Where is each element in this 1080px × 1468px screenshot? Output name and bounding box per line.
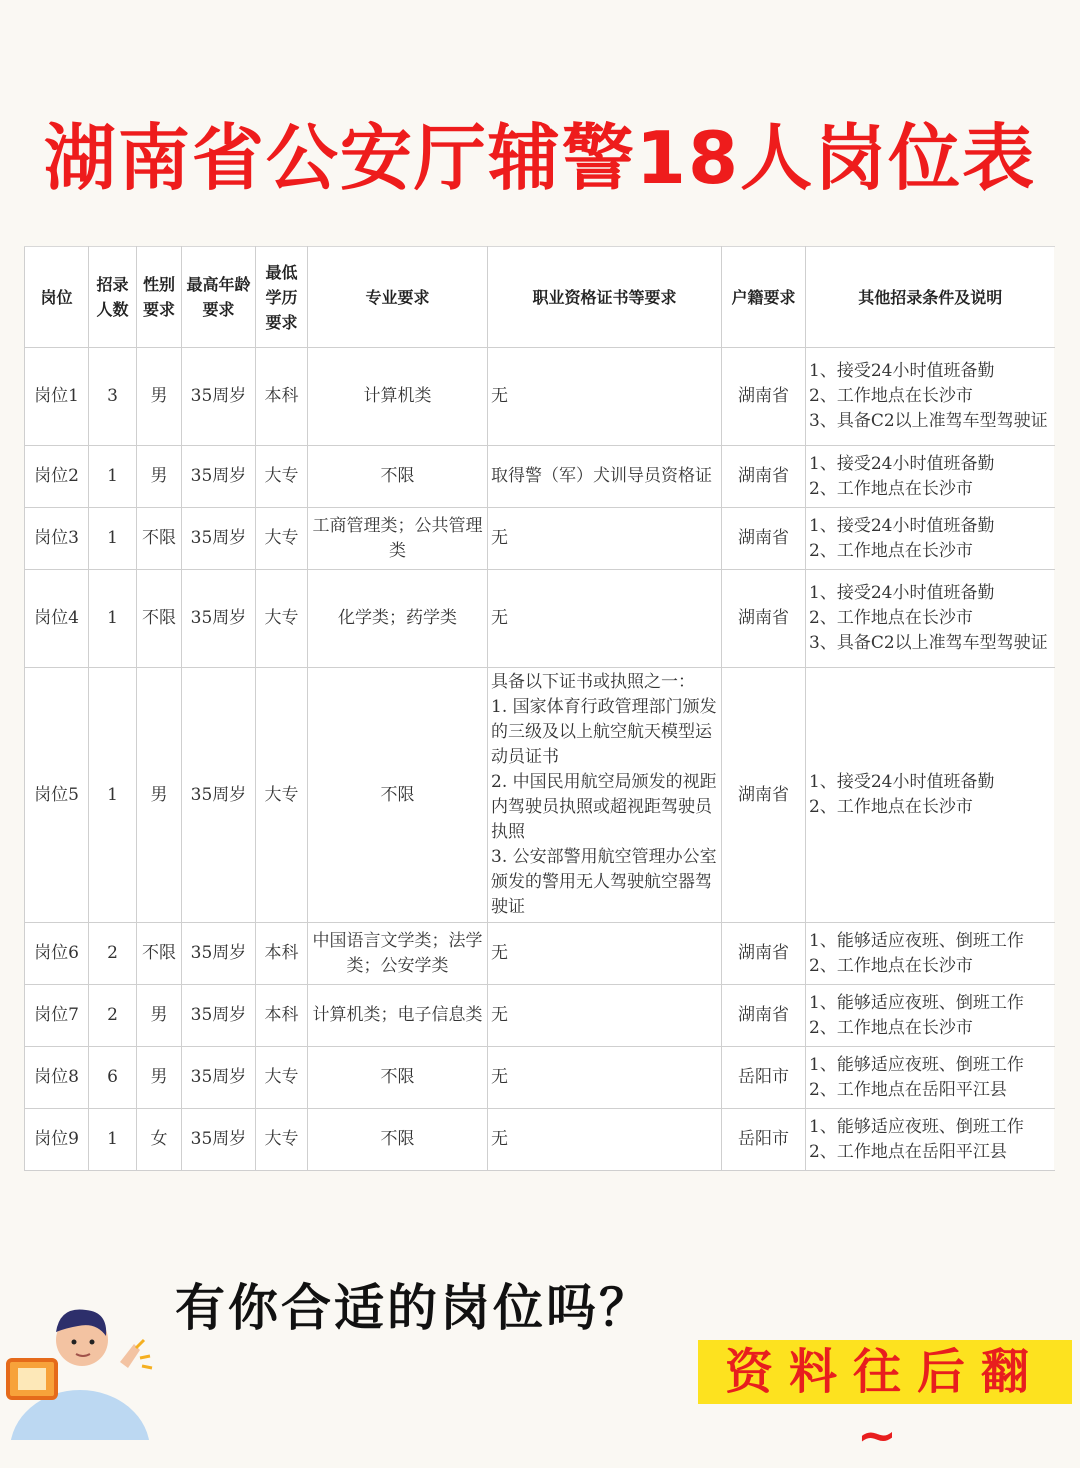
cell-hukou: 湖南省	[722, 446, 806, 508]
cell-other: 1、接受24小时值班备勤 2、工作地点在长沙市 3、具备C2以上准驾车型驾驶证	[806, 348, 1055, 446]
cell-gender: 不限	[137, 570, 182, 668]
cell-hukou: 湖南省	[722, 508, 806, 570]
cell-num: 1	[89, 570, 137, 668]
cell-major: 不限	[308, 668, 488, 923]
column-header: 最高年龄要求	[182, 247, 256, 348]
cell-age: 35周岁	[182, 446, 256, 508]
cell-other: 1、能够适应夜班、倒班工作 2、工作地点在岳阳平江县	[806, 1109, 1055, 1171]
cell-gender: 男	[137, 1047, 182, 1109]
cell-gender: 男	[137, 985, 182, 1047]
cell-post: 岗位5	[25, 668, 89, 923]
next-page-badge: 资料往后翻~	[698, 1340, 1072, 1404]
cell-major: 化学类；药学类	[308, 570, 488, 668]
cell-hukou: 湖南省	[722, 668, 806, 923]
cell-edu: 本科	[256, 923, 308, 985]
cell-other: 1、能够适应夜班、倒班工作 2、工作地点在岳阳平江县	[806, 1047, 1055, 1109]
footer-question: 有你合适的岗位吗？	[175, 1279, 652, 1337]
table-row	[25, 446, 1055, 508]
column-header: 招录人数	[89, 247, 137, 348]
cell-major: 中国语言文学类；法学类；公安学类	[308, 923, 488, 985]
cell-gender: 女	[137, 1109, 182, 1171]
column-header: 最低学历要求	[256, 247, 308, 348]
cell-other: 1、接受24小时值班备勤 2、工作地点在长沙市 3、具备C2以上准驾车型驾驶证	[806, 570, 1055, 668]
table-row	[25, 348, 1055, 446]
cell-hukou: 湖南省	[722, 348, 806, 446]
cell-edu: 本科	[256, 348, 308, 446]
table-row	[25, 1047, 1055, 1109]
cell-other: 1、接受24小时值班备勤 2、工作地点在长沙市	[806, 508, 1055, 570]
cell-num: 1	[89, 1109, 137, 1171]
cell-major: 不限	[308, 446, 488, 508]
cell-num: 2	[89, 923, 137, 985]
table-row	[25, 923, 1055, 985]
cell-cert: 具备以下证书或执照之一： 1. 国家体育行政管理部门颁发的三级及以上航空航天模型运动员证书 2. 中国民用航空局颁发的视距内驾驶员执照或超视距驾驶员执照 3. 公安部警用航空管理办公室颁发的警用无人驾驶航空器驾驶证	[488, 668, 722, 923]
cell-post: 岗位6	[25, 923, 89, 985]
cell-num: 3	[89, 348, 137, 446]
cell-gender: 男	[137, 668, 182, 923]
cell-edu: 大专	[256, 668, 308, 923]
column-header: 其他招录条件及说明	[806, 247, 1055, 348]
cell-cert: 无	[488, 985, 722, 1047]
cell-hukou: 湖南省	[722, 570, 806, 668]
cell-edu: 大专	[256, 1109, 308, 1171]
cell-edu: 大专	[256, 446, 308, 508]
table-row	[25, 570, 1055, 668]
cell-cert: 无	[488, 508, 722, 570]
cell-other: 1、能够适应夜班、倒班工作 2、工作地点在长沙市	[806, 923, 1055, 985]
cell-num: 2	[89, 985, 137, 1047]
column-header: 性别要求	[137, 247, 182, 348]
table-row	[25, 1109, 1055, 1171]
person-illustration	[0, 1300, 170, 1440]
cell-post: 岗位3	[25, 508, 89, 570]
table-row	[25, 985, 1055, 1047]
cell-major: 计算机类	[308, 348, 488, 446]
cell-num: 1	[89, 668, 137, 923]
column-header: 户籍要求	[722, 247, 806, 348]
cell-age: 35周岁	[182, 1109, 256, 1171]
cell-hukou: 湖南省	[722, 985, 806, 1047]
table-row	[25, 508, 1055, 570]
cell-gender: 男	[137, 446, 182, 508]
cell-hukou: 岳阳市	[722, 1047, 806, 1109]
column-header: 岗位	[25, 247, 89, 348]
cell-post: 岗位7	[25, 985, 89, 1047]
cell-post: 岗位9	[25, 1109, 89, 1171]
column-header: 专业要求	[308, 247, 488, 348]
cell-age: 35周岁	[182, 570, 256, 668]
cell-hukou: 湖南省	[722, 923, 806, 985]
cell-age: 35周岁	[182, 985, 256, 1047]
cell-num: 6	[89, 1047, 137, 1109]
cell-age: 35周岁	[182, 508, 256, 570]
cell-age: 35周岁	[182, 348, 256, 446]
table-row	[25, 668, 1055, 923]
cell-post: 岗位1	[25, 348, 89, 446]
cell-gender: 男	[137, 348, 182, 446]
cell-age: 35周岁	[182, 1047, 256, 1109]
cell-major: 不限	[308, 1047, 488, 1109]
cell-cert: 无	[488, 570, 722, 668]
cell-edu: 大专	[256, 1047, 308, 1109]
job-table	[24, 246, 1054, 1171]
cell-post: 岗位2	[25, 446, 89, 508]
cell-cert: 取得警（军）犬训导员资格证	[488, 446, 722, 508]
cell-post: 岗位8	[25, 1047, 89, 1109]
cell-other: 1、接受24小时值班备勤 2、工作地点在长沙市	[806, 668, 1055, 923]
cell-other: 1、能够适应夜班、倒班工作 2、工作地点在长沙市	[806, 985, 1055, 1047]
cell-edu: 大专	[256, 570, 308, 668]
table-header-row	[25, 247, 1055, 348]
cell-other: 1、接受24小时值班备勤 2、工作地点在长沙市	[806, 446, 1055, 508]
cell-major: 计算机类；电子信息类	[308, 985, 488, 1047]
cell-num: 1	[89, 446, 137, 508]
cell-age: 35周岁	[182, 923, 256, 985]
cell-gender: 不限	[137, 923, 182, 985]
column-header: 职业资格证书等要求	[488, 247, 722, 348]
cell-major: 不限	[308, 1109, 488, 1171]
cell-age: 35周岁	[182, 668, 256, 923]
cell-gender: 不限	[137, 508, 182, 570]
cell-major: 工商管理类；公共管理类	[308, 508, 488, 570]
page-title: 湖南省公安厅辅警18人岗位表	[43, 116, 1037, 200]
cell-cert: 无	[488, 1047, 722, 1109]
cell-num: 1	[89, 508, 137, 570]
cell-cert: 无	[488, 1109, 722, 1171]
cell-cert: 无	[488, 348, 722, 446]
cell-cert: 无	[488, 923, 722, 985]
cell-hukou: 岳阳市	[722, 1109, 806, 1171]
cell-edu: 本科	[256, 985, 308, 1047]
cell-post: 岗位4	[25, 570, 89, 668]
cell-edu: 大专	[256, 508, 308, 570]
